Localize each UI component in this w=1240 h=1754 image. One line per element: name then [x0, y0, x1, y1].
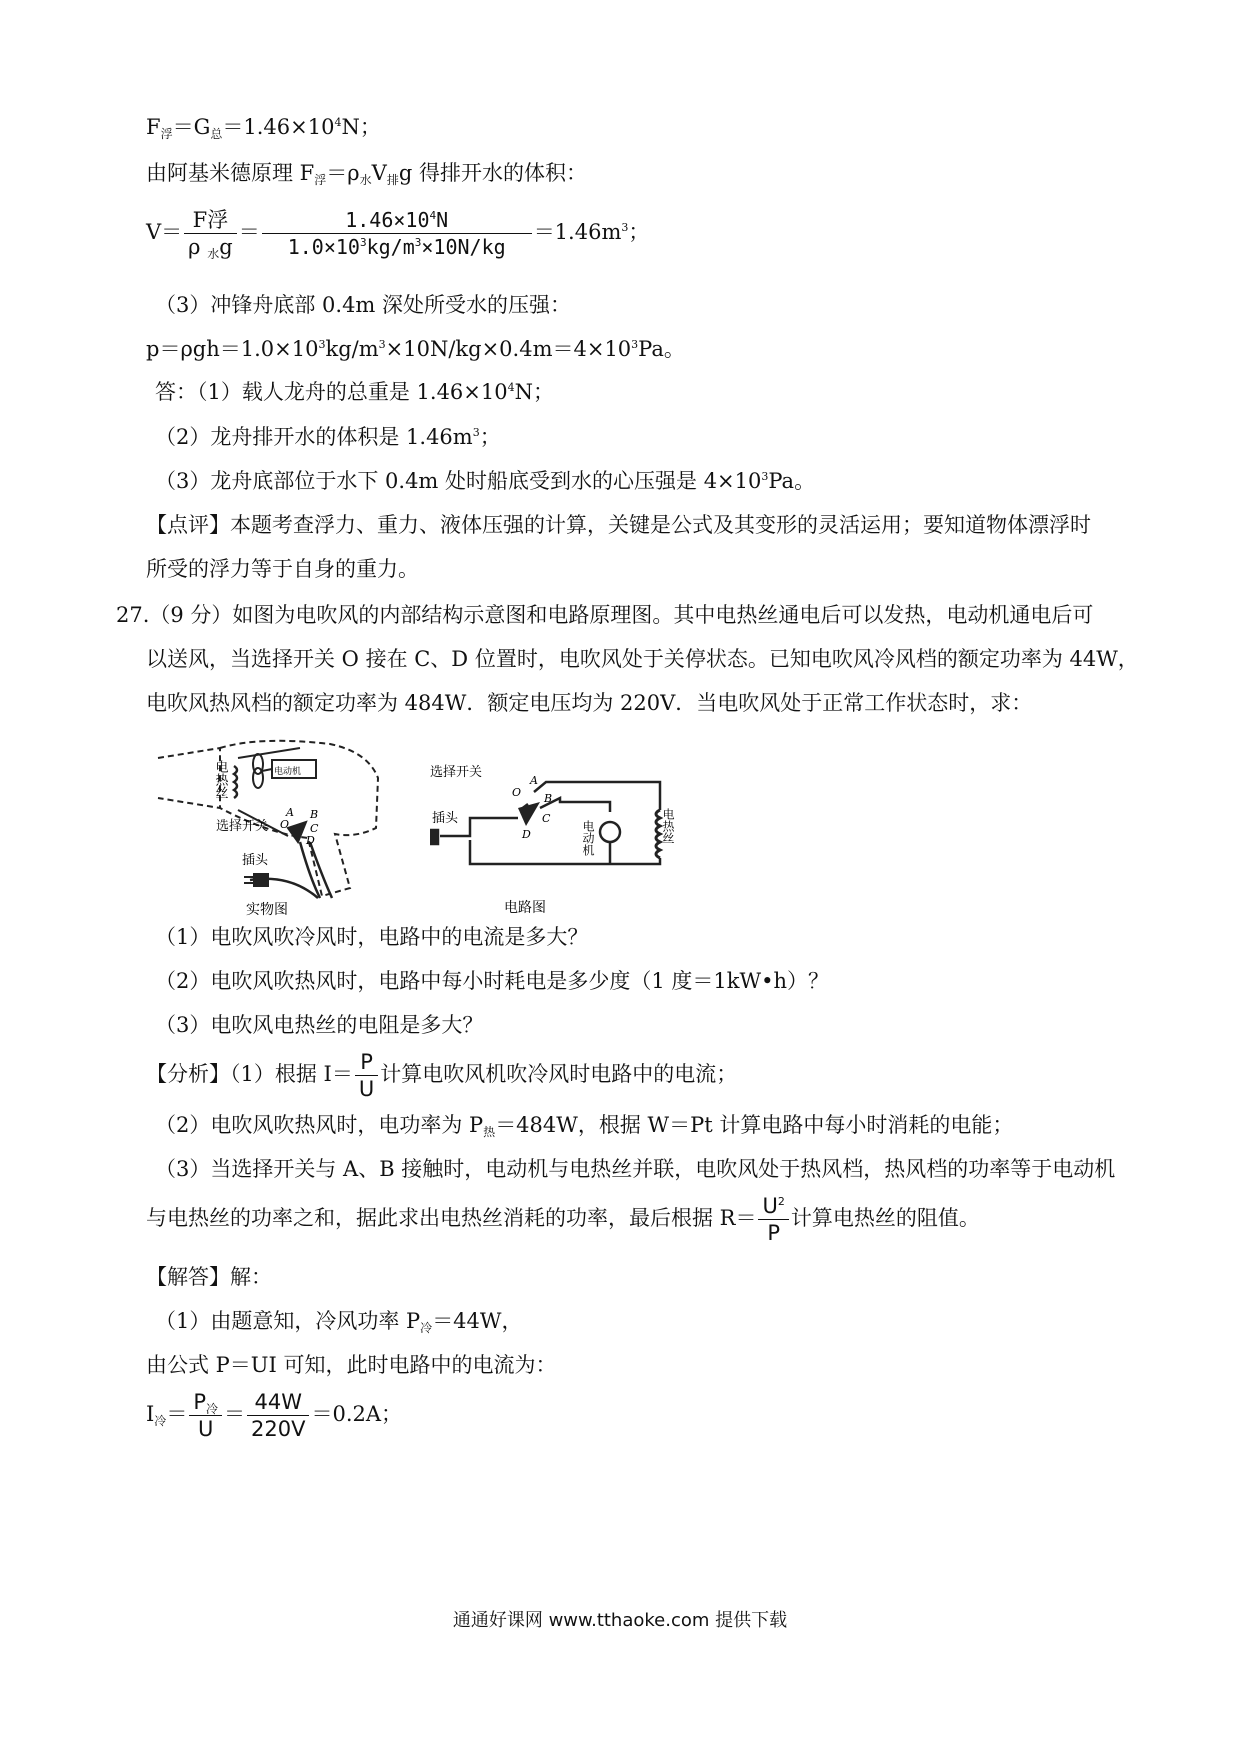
- label-switch-circuit: 选择开关: [430, 765, 483, 780]
- line-buoyancy-equals-weight: $F_浮=G_总=1.46\times 10^4N$；: [146, 115, 381, 141]
- caption-circuit: 电路图: [504, 900, 546, 916]
- question-27-line-2: 以送风，当选择开关 O 接在 C、D 位置时，电吹风处于关停状态。已知电吹风冷风档的额定功率为 44W，: [146, 647, 1139, 671]
- label-D-circuit: D: [522, 828, 531, 841]
- circuit-diagram-figure: [430, 752, 680, 920]
- label-O: O: [280, 818, 290, 831]
- heater-coil: [234, 766, 237, 798]
- selector-switch-symbol: [518, 802, 540, 826]
- plug-symbol: [430, 830, 438, 844]
- line-pressure-calc: $p=\rho gh=1.0\times 10^3kg/m^3\times 10N/kg\times 0.4m=4\times 10^3Pa$。: [146, 337, 685, 361]
- label-motor: 电动机: [274, 767, 302, 777]
- subquestion-2: （2）电吹风吹热风时，电路中每小时耗电是多少度（1 度＝1kW•h）？: [155, 969, 829, 993]
- analysis-1: 【分析】（1）根据 I＝ $\frac{P}{U}$ 计算电吹风机吹冷风时电路中的电流；: [146, 1050, 738, 1101]
- label-D: D: [306, 834, 315, 847]
- subquestion-1: （1）电吹风吹冷风时，电路中的电流是多大？: [155, 925, 589, 949]
- label-motor-circuit: 电动机: [581, 820, 595, 856]
- solution-1: （1）由题意知，冷风功率 $P_冷=44W$，: [155, 1309, 523, 1335]
- label-heater-circuit: 电热丝: [661, 808, 675, 844]
- label-O-circuit: O: [512, 786, 522, 799]
- solution-3: $I_冷=$ $\frac{P_冷}{U}$ ＝ $\frac{44W}{220V}$ ＝0.2A；: [146, 1390, 403, 1441]
- label-switch: 选择开关: [216, 819, 269, 834]
- fraction-p-over-u: $\frac{P}{U}$: [355, 1049, 378, 1102]
- analysis-4: 与电热丝的功率之和，据此求出电热丝消耗的功率，最后根据 R＝ $\frac{U^2}{P}$ 计算电热丝的阻值。: [146, 1194, 980, 1245]
- label-A: A: [286, 806, 294, 819]
- heater-symbol: [656, 810, 660, 858]
- fraction-f-over-rho-g: $\frac{\text{F浮}}{\rho _水g}$: [184, 207, 237, 260]
- motor-symbol: [600, 822, 620, 842]
- label-plug: 插头: [242, 853, 269, 868]
- question-27-line-3: 电吹风热风档的额定功率为 484W．额定电压均为 220V．当电吹风处于正常工作状态时，求：: [146, 691, 1033, 715]
- plug-head: [254, 874, 268, 886]
- line-answer-1: 答：（1）载人龙舟的总重是 $1.46\times 10^4N$；: [155, 380, 554, 404]
- nozzle-outline: [158, 748, 220, 808]
- solution-2: 由公式 P＝UI 可知，此时电路中的电流为：: [146, 1353, 557, 1377]
- solution-heading: 【解答】解：: [146, 1265, 272, 1289]
- caption-physical: 实物图: [246, 902, 288, 918]
- fan-blade-bottom: [253, 768, 263, 788]
- line-answer-2: （2）龙舟排开水的体积是 $1.46m^3$；: [155, 425, 501, 449]
- label-B-circuit: B: [544, 792, 553, 805]
- line-volume-formula: V＝ $\frac{\text{F浮}}{\rho _水g}$ ＝ $\frac{1.46\times 10^4N}{1.0\times 10^3kg/m^3\times 10N/kg}$ $=1.46m^3$；: [146, 208, 650, 261]
- hair-dryer-structure-figure: [150, 738, 410, 918]
- label-C-circuit: C: [542, 812, 551, 825]
- label-heater: 电热丝: [212, 760, 228, 799]
- label-C: C: [310, 822, 319, 835]
- label-plug-circuit: 插头: [432, 811, 459, 826]
- subquestion-3: （3）电吹风电热丝的电阻是多大？: [155, 1013, 484, 1037]
- fraction-numeric-volume: $\frac{1.46\times 10^4N}{1.0\times 10^3kg/m^3\times 10N/kg}$: [262, 207, 532, 260]
- footer-source: 通通好课网 www.tthaoke.com 提供下载: [452, 1610, 788, 1631]
- line-pressure-question: （3）冲锋舟底部 0.4m 深处所受水的压强：: [155, 293, 572, 317]
- selector-switch: [288, 822, 306, 842]
- wire-top: [534, 782, 660, 810]
- line-answer-3: （3）龙舟底部位于水下 0.4m 处时船底受到水的心压强是 $4\times 10^3Pa$。: [155, 469, 816, 493]
- line-comment-1: 【点评】本题考查浮力、重力、液体压强的计算，关键是公式及其变形的灵活运用；要知道物体漂浮时: [146, 513, 1091, 537]
- label-B: B: [310, 808, 319, 821]
- fraction-u2-over-p: $\frac{U^2}{P}$: [758, 1193, 788, 1246]
- analysis-2: （2）电吹风吹热风时，电功率为 $P_热=484W$，根据 W＝Pt 计算电路中每小时消耗的电能；: [155, 1113, 1014, 1139]
- fraction-pcold-over-u: $\frac{P_冷}{U}$: [189, 1389, 222, 1442]
- wire-bottom: [470, 840, 660, 864]
- question-27-line-1: 27.（9 分）如图为电吹风的内部结构示意图和电路原理图。其中电热丝通电后可以发热，电动机通电后可: [116, 603, 1094, 627]
- analysis-3: （3）当选择开关与 A、B 接触时，电动机与电热丝并联，电吹风处于热风档，热风档的功率等于电动机: [155, 1157, 1116, 1181]
- fraction-44w-over-220v: $\frac{44W}{220V}$: [247, 1389, 309, 1442]
- line-archimedes: 由阿基米德原理 $F_浮=\rho_水V_排g$ 得排开水的体积：: [146, 161, 587, 187]
- line-comment-2: 所受的浮力等于自身的重力。: [146, 557, 419, 581]
- label-A-circuit: A: [530, 774, 538, 787]
